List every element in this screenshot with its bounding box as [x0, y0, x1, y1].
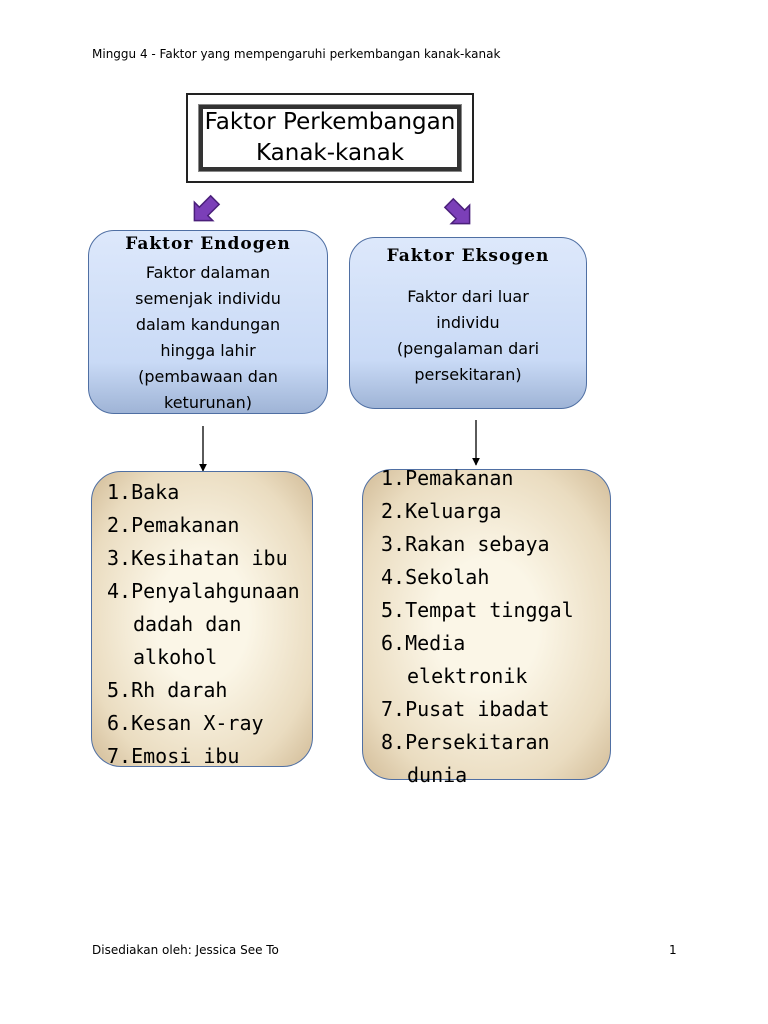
list-item: 3.Kesihatan ibu — [107, 546, 288, 570]
list-item: 1.Pemakanan — [381, 466, 514, 490]
list-item: 7.Pusat ibadat — [381, 697, 550, 721]
title-line-1: Faktor Perkembangan — [204, 109, 456, 135]
endogen-desc-line: semenjak individu — [135, 289, 281, 308]
page-header: Minggu 4 - Faktor yang mempengaruhi perkembangan kanak-kanak — [92, 47, 501, 61]
purple-arrow-right-icon — [440, 194, 479, 233]
page-number: 1 — [669, 943, 677, 957]
endogen-desc-line: (pembawaan dan — [138, 367, 278, 386]
list-item: 5.Rh darah — [107, 678, 228, 702]
purple-arrow-left-icon — [185, 191, 224, 230]
endogen-desc-line: dalam kandungan — [135, 315, 281, 334]
list-item: 7.Emosi ibu — [107, 744, 240, 768]
list-item: 3.Rakan sebaya — [381, 532, 550, 556]
list-item: 5.Tempat tinggal — [381, 598, 574, 622]
eksogen-description — [350, 284, 586, 388]
endogen-desc-line: Faktor dalaman — [145, 263, 271, 282]
endogen-list — [92, 472, 312, 773]
list-item: 6.Media — [381, 631, 466, 655]
title-line-2: Kanak-kanak — [255, 140, 405, 166]
eksogen-list-box — [362, 466, 611, 787]
list-item: 1.Baka — [107, 480, 180, 504]
list-item: 2.Pemakanan — [107, 513, 240, 537]
endogen-description — [89, 260, 327, 416]
list-item: 2.Keluarga — [381, 499, 502, 523]
eksogen-desc-line: persekitaran) — [414, 365, 522, 384]
list-item: alkohol — [133, 645, 218, 669]
footer-prepared-by: Disediakan oleh: Jessica See To — [92, 943, 279, 957]
list-item: elektronik — [407, 664, 528, 688]
eksogen-list — [363, 462, 610, 792]
eksogen-heading: Faktor Eksogen — [386, 246, 550, 266]
eksogen-desc-line: (pengalaman dari — [396, 339, 540, 358]
eksogen-desc-line: Faktor dari luar — [407, 287, 529, 306]
endogen-desc-line: hingga lahir — [160, 341, 256, 360]
eksogen-box — [349, 237, 587, 409]
endogen-list-box — [91, 471, 313, 767]
endogen-heading: Faktor Endogen — [125, 234, 291, 254]
endogen-box — [88, 230, 328, 414]
list-item: dadah dan — [133, 612, 242, 636]
endogen-desc-line: keturunan) — [164, 393, 252, 412]
list-item: 8.Persekitaran — [381, 730, 550, 754]
list-item: 6.Kesan X-ray — [107, 711, 264, 735]
list-item: dunia — [407, 763, 468, 787]
eksogen-desc-line: individu — [436, 313, 500, 332]
list-item: 4.Penyalahgunaan — [107, 579, 300, 603]
list-item: 4.Sekolah — [381, 565, 490, 589]
